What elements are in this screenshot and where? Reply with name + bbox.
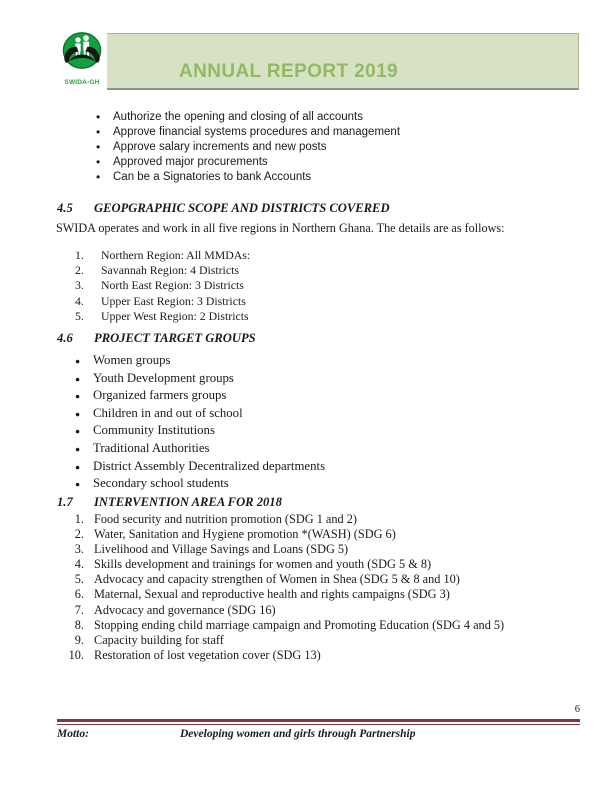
target-group-item (75, 387, 325, 405)
intervention-text: Restoration of lost vegetation cover (SDG 13) (94, 647, 321, 662)
region-number: 3. (75, 278, 84, 293)
swida-logo (57, 27, 107, 97)
intervention-number: 8. (74, 617, 84, 632)
intervention-number: 10. (68, 647, 84, 662)
page-number: 6 (574, 704, 580, 715)
target-group-text: District Assembly Decentralized departments (93, 458, 326, 473)
target-group-item (75, 370, 325, 388)
intervention-number: 2. (74, 527, 84, 542)
intervention-item (65, 512, 582, 527)
intervention-text: Advocacy and governance (SDG 16) (94, 602, 276, 617)
section-number: 1.7 (57, 495, 73, 509)
intervention-text: Capacity building for staff (94, 632, 224, 647)
target-group-item (75, 405, 325, 423)
target-group-text: Youth Development groups (93, 370, 234, 385)
intervention-item (65, 587, 582, 602)
duty-text: Authorize the opening and closing of all accounts (113, 111, 363, 123)
section-heading-interventions (57, 495, 282, 510)
region-item (75, 309, 250, 324)
intervention-text: Livelihood and Village Savings and Loans (SDG 5) (94, 542, 349, 557)
people-in-hands-icon (59, 28, 105, 80)
target-group-text: Secondary school students (93, 476, 229, 491)
intervention-number: 1. (74, 512, 84, 526)
duty-text: Approve financial systems procedures and management (113, 126, 401, 138)
region-text: Savannah Region: 4 Districts (101, 263, 239, 278)
duty-item (95, 125, 572, 140)
target-group-item (75, 475, 325, 493)
intervention-text: Stopping ending child marriage campaign and Promoting Education (SDG 4 and 5) (94, 617, 505, 632)
target-group-text: Women groups (93, 353, 171, 367)
intervention-text: Advocacy and capacity strengthen of Women in Shea (SDG 5 & 8 and 10) (94, 572, 460, 587)
motto-label: Motto: (57, 728, 89, 740)
duty-text: Can be a Signatories to bank Accounts (113, 171, 312, 183)
duty-item (95, 140, 572, 155)
target-group-item (75, 458, 325, 476)
section-heading-scope (57, 201, 390, 216)
intervention-item (65, 618, 582, 633)
region-text: North East Region: 3 Districts (101, 278, 244, 293)
duty-item (95, 110, 572, 125)
intervention-number: 9. (74, 632, 84, 647)
section-heading-targets (57, 331, 256, 346)
intervention-item (65, 603, 582, 618)
target-group-item (75, 352, 325, 370)
intervention-text: Maternal, Sexual and reproductive health and rights campaigns (SDG 3) (94, 587, 450, 602)
intervention-number: 6. (74, 587, 84, 602)
intervention-item (65, 648, 582, 663)
region-number: 5. (75, 308, 84, 323)
intervention-number: 3. (74, 542, 84, 557)
intervention-text: Skills development and trainings for women and youth (SDG 5 & 8) (94, 557, 432, 572)
section-title: PROJECT TARGET GROUPS (94, 331, 256, 345)
header-banner (58, 33, 579, 90)
report-title: ANNUAL REPORT 2019 (178, 61, 399, 82)
region-text: Upper West Region: 2 Districts (101, 308, 249, 323)
duty-text: Approved major procurements (113, 156, 268, 168)
intervention-item (65, 633, 582, 648)
intervention-item (65, 527, 582, 542)
intervention-number: 4. (74, 557, 84, 572)
intervention-text: Food security and nutrition promotion (SDG 1 and 2) (94, 512, 357, 526)
footer-motto (57, 728, 415, 740)
logo-label: SWIDA-GH (64, 79, 100, 86)
intervention-areas-list (65, 512, 582, 663)
intervention-item (65, 572, 582, 587)
target-group-item (75, 440, 325, 458)
regions-list (75, 248, 250, 324)
duty-item (95, 155, 572, 170)
region-item (75, 263, 250, 278)
region-number: 2. (75, 263, 84, 278)
intervention-number: 7. (74, 602, 84, 617)
intervention-item (65, 542, 582, 557)
scope-intro-text: SWIDA operates and work in all five regions in Northern Ghana. The details are as follows: (56, 221, 505, 235)
duty-text: Approve salary increments and new posts (113, 141, 327, 153)
region-text: Northern Region: All MMDAs: (101, 248, 251, 262)
intervention-item (65, 557, 582, 572)
section-title: GEOPGRAPHIC SCOPE AND DISTRICTS COVERED (94, 201, 390, 215)
section-number: 4.6 (57, 331, 73, 345)
intervention-text: Water, Sanitation and Hygiene promotion *(WASH) (SDG 6) (94, 527, 396, 542)
target-group-item (75, 422, 325, 440)
target-group-text: Community Institutions (93, 423, 215, 438)
region-item (75, 248, 250, 263)
motto-text: Developing women and girls through Partnership (180, 728, 416, 740)
target-groups-list (75, 352, 325, 493)
target-group-text: Children in and out of school (93, 405, 243, 420)
footer-divider (57, 719, 580, 725)
target-group-text: Organized farmers groups (93, 388, 227, 403)
region-item (75, 294, 250, 309)
section-number: 4.5 (57, 201, 73, 215)
region-number: 4. (75, 293, 84, 308)
region-text: Upper East Region: 3 Districts (101, 293, 246, 308)
target-group-text: Traditional Authorities (93, 440, 210, 455)
section-title: INTERVENTION AREA FOR 2018 (94, 495, 282, 509)
board-duties-list (95, 110, 572, 185)
region-number: 1. (75, 248, 84, 262)
intervention-number: 5. (74, 572, 84, 587)
region-item (75, 278, 250, 293)
duty-item (95, 170, 572, 185)
